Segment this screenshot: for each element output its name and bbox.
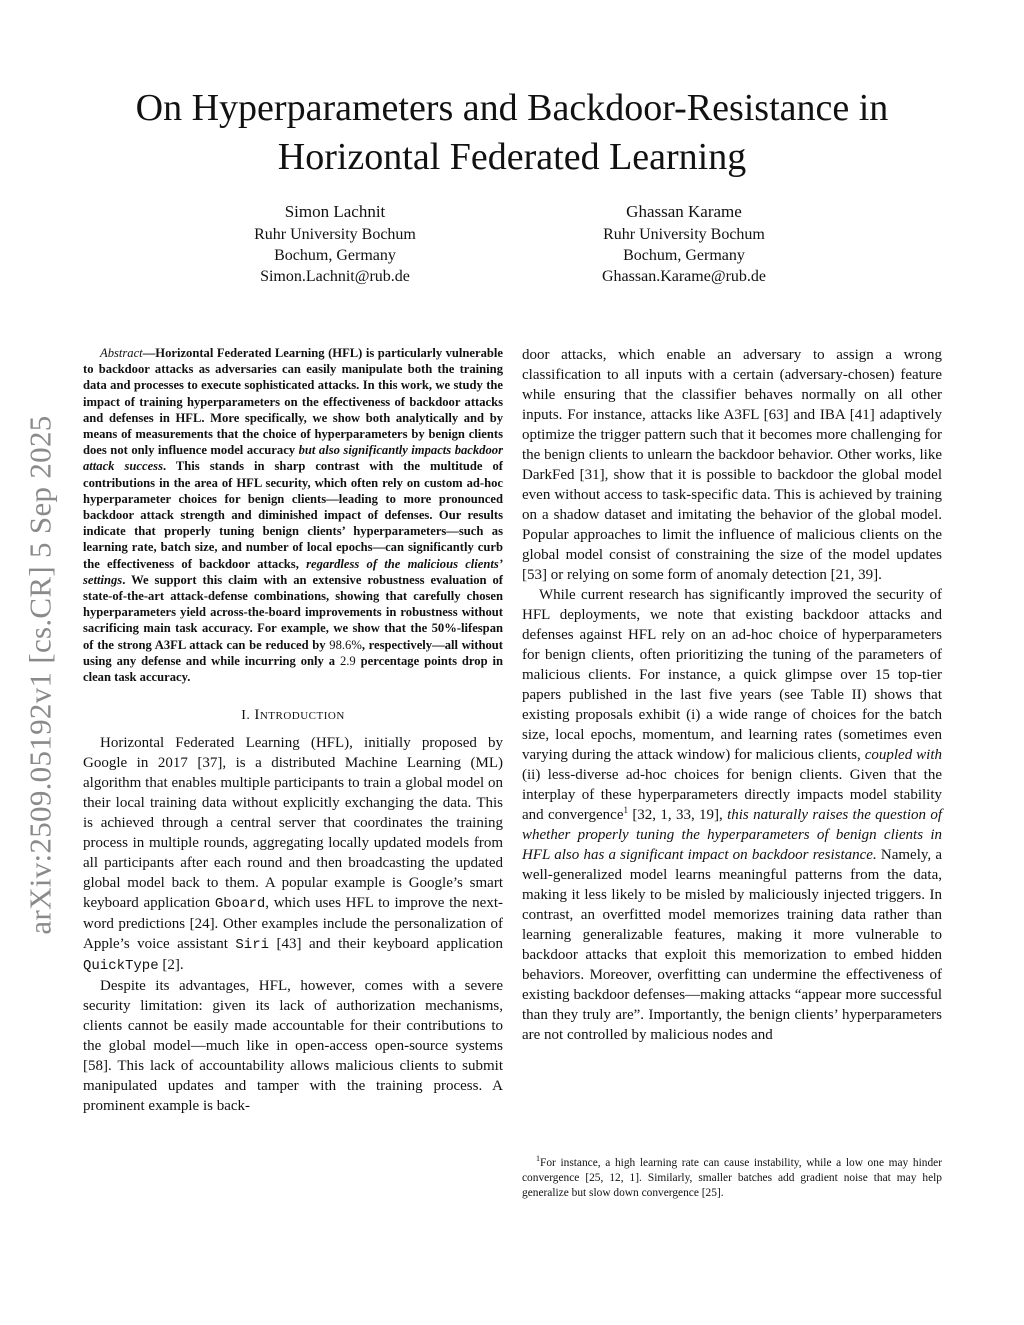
abstract-text: percentage points drop in clean task accuracy. bbox=[83, 653, 503, 685]
abstract-emphasis: regardless of the malicious clients’ settings bbox=[83, 556, 503, 587]
footnote-text bbox=[522, 1156, 942, 1201]
author-name: Ghassan Karame bbox=[626, 202, 742, 221]
footnote-body: For instance, a high learning rate can cause instability, while a low one may hinder convergence [25, 12, 1]. Similarly, smaller batches add gradient noise that may help generalize but slow down convergence [25]. bbox=[522, 1157, 942, 1199]
author-block-2 bbox=[534, 201, 834, 287]
abstract bbox=[83, 345, 503, 685]
footnote-marker[interactable]: 1 bbox=[623, 805, 628, 815]
author-location: Bochum, Germany bbox=[623, 247, 745, 264]
paragraph-text: (ii) less-diverse ad-hoc choices for benign clients. Given that the interplay of these hyperparameters directly impacts model stability and convergence bbox=[522, 767, 942, 823]
left-column bbox=[83, 345, 503, 1116]
paragraph-text: , which uses HFL to improve the next-word predictions [24]. Other examples include the personalization of Apple’s voice assistant bbox=[83, 895, 503, 953]
abstract-text: . This stands in sharp contrast with the multitude of contributions in the area of HFL security, which often rely on custom ad-hoc hyperparameter choices for benign clients—leading to more pronounced backdoor attack strength and diminished impact of defenses. Our results indicate that properly tuning benign clients’ hyperparameters—such as learning rate, batch size, and number of local epochs—can significantly curb the effectiveness of backdoor attacks, bbox=[83, 459, 503, 571]
right-paragraph-1: door attacks, which enable an adversary to assign a wrong classification to all inputs with a certain (adversary-chosen) feature while ensuring that the classifier behaves normally on all other inputs. For instance, attacks like A3FL [63] and IBA [41] adaptively optimize the trigger pattern such that it becomes more challenging for the benign clients to unlearn the backdoor behavior. Other works, like DarkFed [31], show that it is possible to backdoor the global model even without access to task-specific data. This is achieved by training on a shadow dataset and imitating the behavior of the global model. Popular approaches to limit the influence of malicious clients on the global model consist of constraining the size of the model updates [53] or relying on some form of anomaly detection [21, 39]. bbox=[522, 347, 942, 583]
footnote bbox=[522, 1156, 942, 1201]
right-paragraph-2 bbox=[522, 585, 942, 1045]
arxiv-identifier-sidebar bbox=[18, 380, 64, 970]
intro-paragraph-1 bbox=[83, 733, 503, 976]
paper-title-line-1: On Hyperparameters and Backdoor-Resistance in bbox=[135, 87, 889, 129]
code-term: Siri bbox=[235, 937, 270, 954]
paragraph-emphasis: this naturally raises the question of whether properly tuning the hyperparameters of benign clients in HFL also has a significant impact on backdoor resistance. bbox=[522, 807, 942, 863]
abstract-value: 2.9 bbox=[339, 653, 356, 668]
footnote-mark: 1 bbox=[536, 1154, 540, 1164]
abstract-text: —Horizontal Federated Learning (HFL) is particularly vulnerable to backdoor attacks as adversaries can easily manipulate both the training data and processes to execute sophisticated attacks. In this work, we study the impact of training hyperparameters on the effectiveness of backdoor attacks and defenses in HFL. More specifically, we show both analytically and by means of measurements that the choice of hyperparameters by benign clients does not only influence model accuracy bbox=[83, 346, 503, 458]
abstract-text: , respectively—all without using any defense and while incurring only a bbox=[83, 637, 503, 668]
paper-title-line-2: Horizontal Federated Learning bbox=[277, 136, 747, 178]
abstract-emphasis: but also significantly impacts backdoor attack success bbox=[83, 443, 503, 474]
right-column bbox=[522, 345, 942, 1045]
abstract-text: . We support this claim with an extensive robustness evaluation of state-of-the-art attack-defense combinations, showing that carefully chosen hyperparameters yield across-the-board improvements in robustness without sacrificing main task accuracy. For example, we show that the 50%-lifespan of the strong A3FL attack can be reduced by bbox=[83, 572, 503, 652]
abstract-value: 98.6% bbox=[329, 637, 362, 652]
author-location: Bochum, Germany bbox=[274, 247, 396, 264]
section-title: Introduction bbox=[254, 707, 345, 724]
author-email: Simon.Lachnit@rub.de bbox=[260, 268, 410, 285]
code-term: Gboard bbox=[214, 896, 266, 913]
paper-title bbox=[60, 84, 964, 182]
section-number: I. bbox=[241, 708, 255, 724]
paragraph-text: While current research has significantly improved the security of HFL deployments, we note that existing backdoor attacks and defenses against HFL rely on an ad-hoc choice of hyperparameters for benign clients, often prioritizing the tuning of the parameters of malicious clients. For instance, a quick glimpse over 15 top-tier papers published in the last five years (see Table II) shows that existing proposals exhibit (i) a wide range of choices for the batch size, local epochs, momentum, and learning rates (sometimes even varying during the attack window) for malicious clients, bbox=[522, 587, 942, 763]
abstract-label: Abstract bbox=[100, 346, 143, 360]
author-email: Ghassan.Karame@rub.de bbox=[601, 268, 766, 285]
author-affiliation: Ruhr University Bochum bbox=[603, 226, 765, 243]
arxiv-identifier-text: arXiv:2509.05192v1 [cs.CR] 5 Sep 2025 bbox=[23, 415, 58, 935]
paragraph-text: [32, 1, 33, 19], bbox=[628, 807, 728, 823]
paragraph-text: Horizontal Federated Learning (HFL), initially proposed by Google in 2017 [37], is a distributed Machine Learning (ML) algorithm that enables multiple participants to train a global model on their local training data without explicitly exchanging the data. This is achieved through a central server that coordinates the training process in multiple rounds, aggregating locally updated models from all participants after each round and then broadcasting the updated global model back to them. A popular example is Google’s smart keyboard application bbox=[83, 735, 503, 912]
author-block-1 bbox=[185, 201, 485, 287]
paragraph-text: [2]. bbox=[158, 957, 184, 974]
paragraph-emphasis: coupled with bbox=[864, 747, 942, 763]
paragraph-text: [43] and their keyboard application bbox=[269, 936, 503, 953]
author-affiliation: Ruhr University Bochum bbox=[254, 226, 416, 243]
section-heading-introduction bbox=[83, 705, 503, 726]
author-name: Simon Lachnit bbox=[284, 202, 386, 221]
code-term: QuickType bbox=[83, 958, 159, 975]
intro-paragraph-2: Despite its advantages, HFL, however, comes with a severe security limitation: given its lack of authorization mechanisms, clients cannot be easily made accountable for their contributions to the global model—much like in open-access open-source systems [58]. This lack of accountability allows malicious clients to submit manipulated updates and tamper with the training process. A prominent example is back- bbox=[83, 978, 503, 1115]
paragraph-text: Namely, a well-generalized model learns meaningful patterns from the data, making it less likely to be misled by maliciously injected triggers. In contrast, an overfitted model memorizes training data rather than learning generalizable features, making it more vulnerable to backdoor attacks that exploit this memorization to embed hidden behaviors. Moreover, overfitting can undermine the effectiveness of existing backdoor defenses—making attacks “appear more successful than they truly are”. Importantly, the benign clients’ hyperparameters are not controlled by malicious nodes and bbox=[522, 847, 943, 1043]
